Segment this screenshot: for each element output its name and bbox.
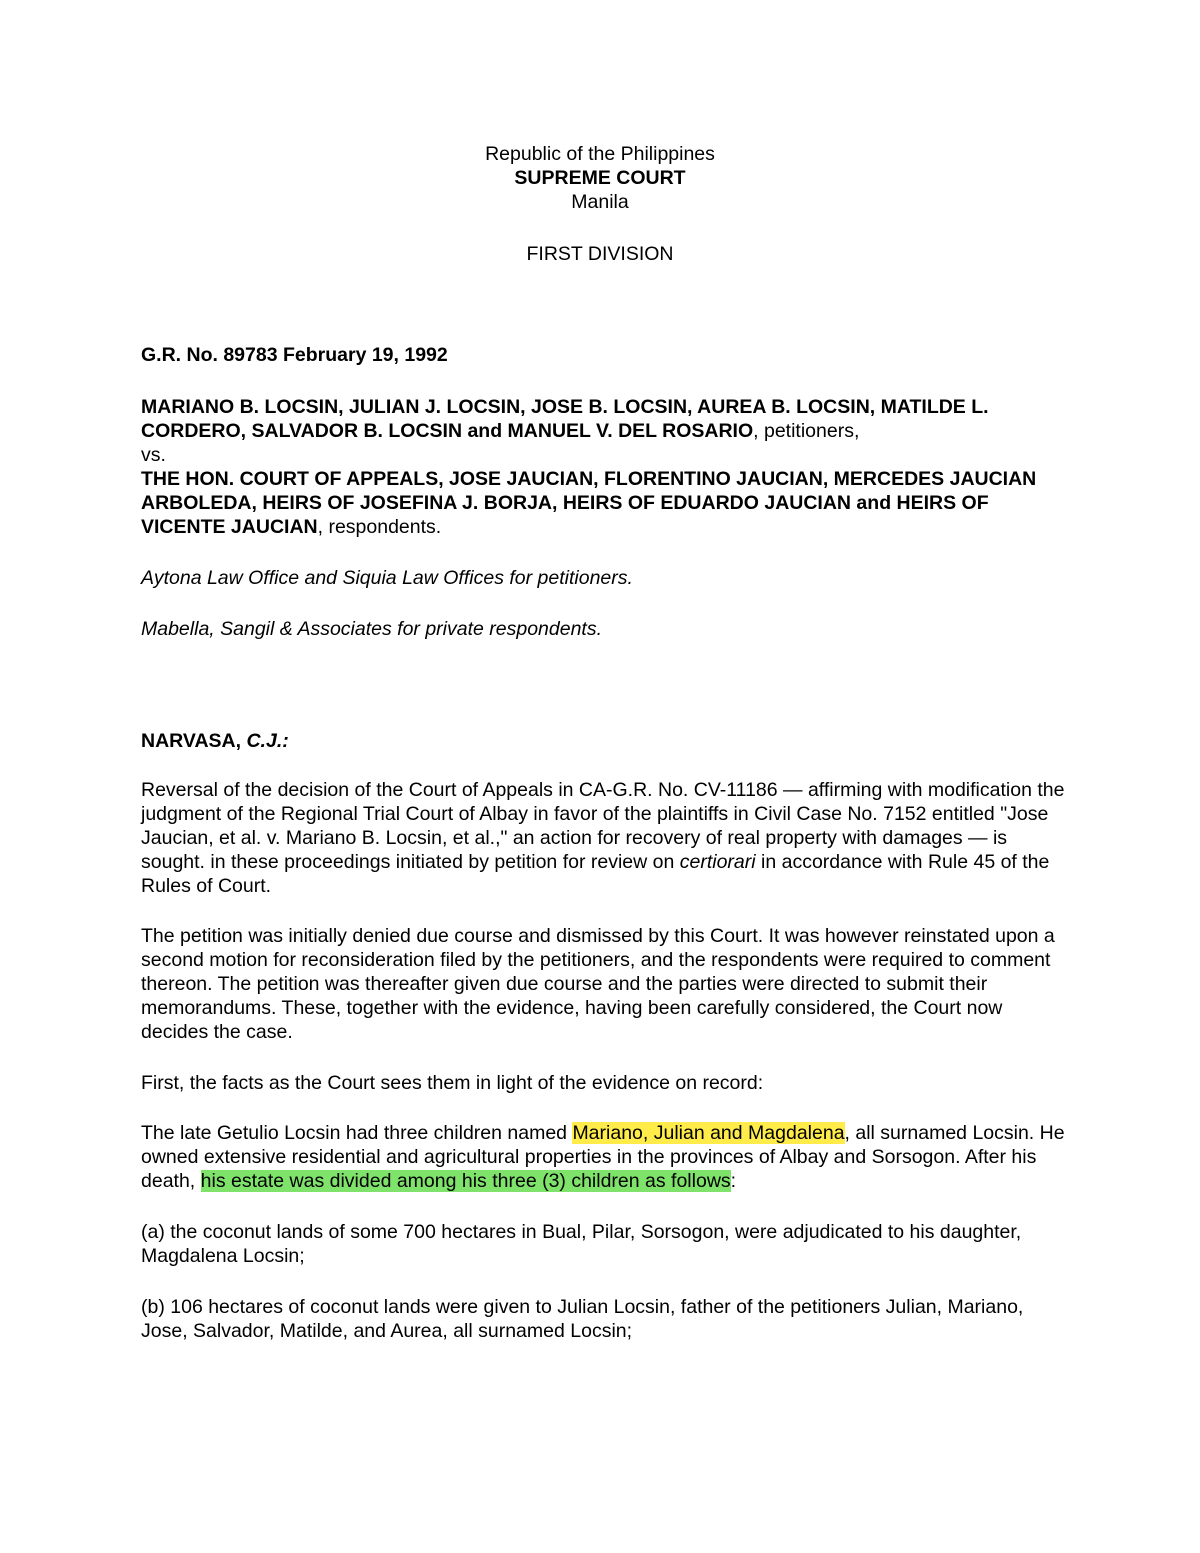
ponente-title: C.J.:	[246, 730, 289, 752]
counsel-petitioners-text: Aytona Law Office and Siquia Law Offices for petitioners.	[141, 567, 633, 589]
case-number-text: G.R. No. 89783 February 19, 1992	[141, 344, 448, 366]
counsel-respondents-text: Mabella, Sangil & Associates for private respondents.	[141, 618, 603, 640]
versus: vs.	[141, 444, 166, 466]
paragraph-5-text: (a) the coconut lands of some 700 hectares in Bual, Pilar, Sorsogon, were adjudicated to his daughter, Magdalena Locsin;	[141, 1221, 1022, 1267]
paragraph-3-text: First, the facts as the Court sees them in light of the evidence on record:	[141, 1072, 764, 1094]
highlight-children-names: Mariano, Julian and Magdalena	[572, 1122, 845, 1144]
counsel-respondents	[141, 617, 1071, 641]
paragraph-4-text	[141, 1121, 1071, 1193]
paragraph-4	[141, 1121, 1071, 1193]
paragraph-3	[141, 1071, 1071, 1095]
paragraph-2	[141, 924, 1071, 1044]
ponente-line	[141, 729, 1071, 753]
court-name: SUPREME COURT	[514, 167, 686, 189]
ponente-name: NARVASA,	[141, 730, 242, 752]
ponente	[141, 729, 1071, 753]
paragraph-1-part-a: Reversal of the decision of the Court of Appeals in CA-G.R. No. CV-11186 — affirming with modification the judgment of the Regional Trial Court of Albay in favor of the plaintiffs in Civil Case No. 7152 entitled "Jose Jaucian, et al. v. Mariano B. Locsin, et al.," an action for recovery of real property with damages — is sought. in these proceedings initiated by petition for review on	[141, 779, 1065, 873]
respondents-names: THE HON. COURT OF APPEALS, JOSE JAUCIAN, FLORENTINO JAUCIAN, MERCEDES JAUCIAN ARBOLEDA, HEIRS OF JOSEFINA J. BORJA, HEIRS OF EDUARDO JAUCIAN and HEIRS OF VICENTE JAUCIAN	[141, 468, 1037, 538]
document-header	[0, 142, 1200, 214]
paragraph-6	[141, 1295, 1071, 1343]
petitioners-names: MARIANO B. LOCSIN, JULIAN J. LOCSIN, JOSE B. LOCSIN, AUREA B. LOCSIN, MATILDE L. CORDERO, SALVADOR B. LOCSIN and MANUEL V. DEL ROSARIO	[141, 396, 989, 442]
respondents-label: , respondents.	[317, 516, 442, 538]
division-name: FIRST DIVISION	[526, 243, 674, 265]
paragraph-5	[141, 1220, 1071, 1268]
paragraph-2-text: The petition was initially denied due course and dismissed by this Court. It was however reinstated upon a second motion for reconsideration filed by the petitioners, and the respondents were required to comment thereon. The petition was thereafter given due course and the parties were directed to submit their memorandums. These, together with the evidence, having been carefully considered, the Court now decides the case.	[141, 925, 1055, 1043]
respondents-line	[141, 467, 1071, 539]
highlight-estate-division: his estate was divided among his three (3) children as follows	[200, 1170, 731, 1192]
division-heading	[0, 242, 1200, 266]
paragraph-4-part-b: , all surnamed Locsin. He owned extensive residential and agricultural properties in the provinces of Albay and Sorsogon. After his death,	[141, 1122, 1065, 1192]
paragraph-1	[141, 778, 1071, 898]
case-parties	[141, 395, 1071, 539]
paragraph-6-text: (b) 106 hectares of coconut lands were given to Julian Locsin, father of the petitioners Julian, Mariano, Jose, Salvador, Matilde, and Aurea, all surnamed Locsin;	[141, 1296, 1024, 1342]
paragraph-4-part-a: The late Getulio Locsin had three children named	[141, 1122, 573, 1144]
counsel-petitioners	[141, 566, 1071, 590]
petitioners-line	[141, 395, 1071, 443]
paragraph-4-part-c: :	[730, 1170, 737, 1192]
petitioners-label: , petitioners,	[753, 420, 860, 442]
paragraph-1-text	[141, 778, 1071, 898]
paragraph-1-part-b: in accordance with Rule 45 of the Rules of Court.	[141, 851, 1050, 897]
certiorari-term: certiorari	[679, 851, 756, 873]
case-number-date	[141, 343, 1071, 367]
court-city: Manila	[571, 191, 629, 213]
republic-line: Republic of the Philippines	[485, 143, 715, 165]
